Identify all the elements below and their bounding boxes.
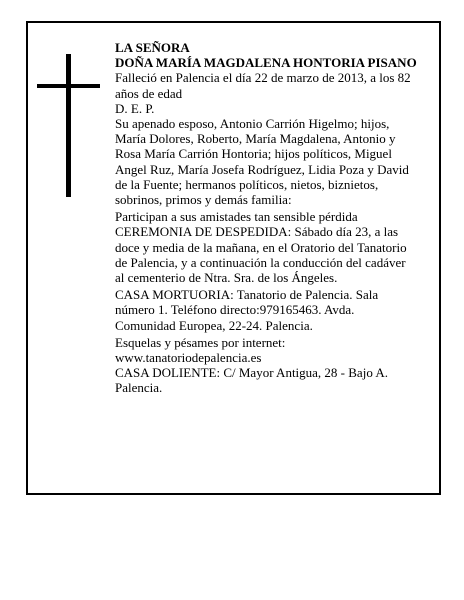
obituary-text bbox=[115, 40, 418, 396]
ceremony-info: CEREMONIA DE DESPEDIDA: Sábado día 23, a las doce y media de la mañana, en el Oratorio del Tanatorio de Palencia, y a continuación la conducción del cadáver al cementerio de Ntra. Sra. de los Ángeles. bbox=[115, 224, 407, 286]
cross-icon-bar bbox=[37, 84, 100, 88]
mortuary-info: CASA MORTUORIA: Tanatorio de Palencia. Sala número 1. Teléfono directo:979165463. Avda. Comunidad Europea, 22-24. Palencia. bbox=[115, 287, 379, 333]
heading-title: LA SEÑORA bbox=[115, 40, 190, 55]
internet-info: Esquelas y pésames por internet: www.tanatoriodepalencia.es bbox=[115, 334, 286, 366]
death-details: Falleció en Palencia el día 22 de marzo de 2013, a los 82 años de edad bbox=[115, 70, 411, 101]
cross-icon bbox=[66, 54, 71, 197]
announcement: Participan a sus amistades tan sensible pérdida bbox=[115, 209, 358, 225]
family-list: Su apenado esposo, Antonio Carrión Higelmo; hijos, María Dolores, Roberto, María Magdalena, Antonio y Rosa María Carrión Hontoria; hijos políticos, Miguel Angel Ruz, María Josefa Rodríguez, Lidia Poza y David de la Fuente; hermanos políticos, nietos, biznietos, sobrinos, primos y demás familia: bbox=[115, 116, 409, 208]
dep-text: D. E. P. bbox=[115, 100, 155, 116]
deceased-name: DOÑA MARÍA MAGDALENA HONTORIA PISANO bbox=[115, 55, 417, 71]
grieving-house-info: CASA DOLIENTE: C/ Mayor Antigua, 28 - Bajo A. Palencia. bbox=[115, 365, 388, 396]
